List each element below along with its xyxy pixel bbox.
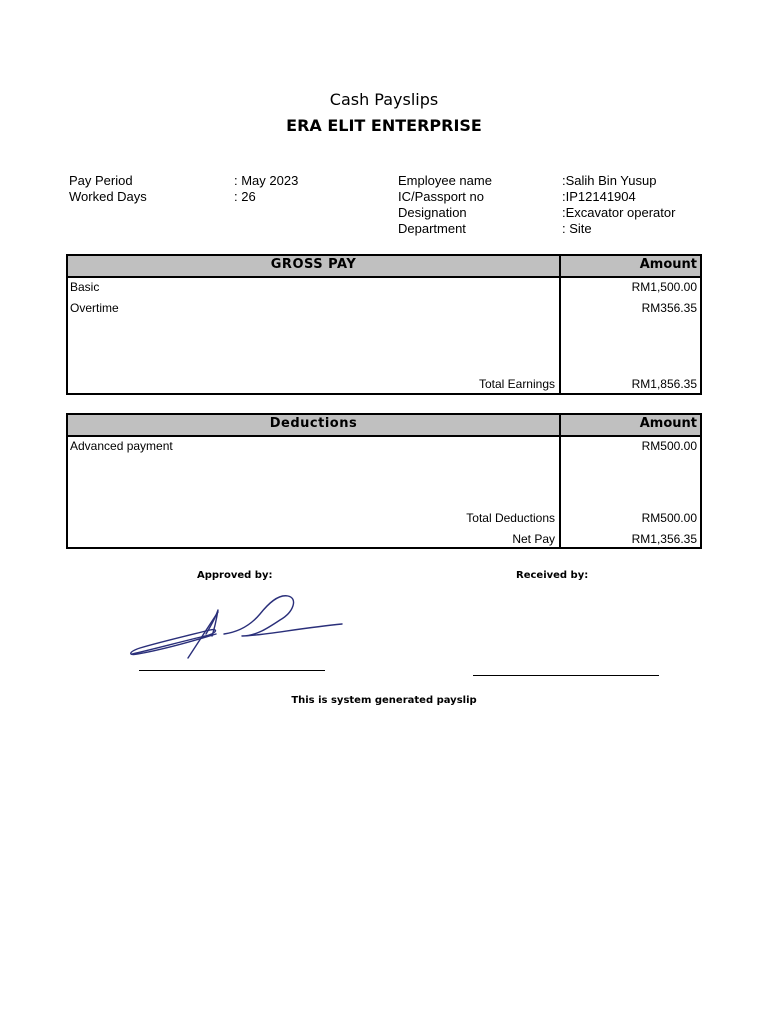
approver-signature bbox=[120, 588, 350, 668]
department-label: Department bbox=[398, 221, 466, 236]
department-value: : Site bbox=[562, 221, 592, 236]
gross-amount-header: Amount bbox=[639, 257, 697, 272]
ic-passport-value: :IP12141904 bbox=[562, 189, 636, 204]
system-generated-note: This is system generated payslip bbox=[291, 695, 477, 706]
company-name: ERA ELIT ENTERPRISE bbox=[286, 116, 482, 135]
net-pay-label: Net Pay bbox=[512, 532, 555, 546]
advanced-payment-label: Advanced payment bbox=[70, 439, 173, 453]
column-divider bbox=[559, 415, 561, 547]
overtime-label: Overtime bbox=[70, 301, 119, 315]
approved-by-label: Approved by: bbox=[197, 570, 273, 581]
gross-pay-header-row bbox=[68, 256, 700, 278]
gross-pay-table bbox=[66, 254, 702, 395]
payslip-title: Cash Payslips bbox=[329, 90, 439, 109]
worked-days-value: : 26 bbox=[234, 189, 256, 204]
total-deductions-amount: RM500.00 bbox=[641, 511, 697, 525]
deductions-amount-header: Amount bbox=[639, 416, 697, 431]
basic-amount: RM1,500.00 bbox=[631, 280, 697, 294]
worked-days-label: Worked Days bbox=[69, 189, 147, 204]
basic-label: Basic bbox=[70, 280, 100, 294]
designation-label: Designation bbox=[398, 205, 467, 220]
receiver-signature-line bbox=[473, 675, 659, 676]
deductions-header-row bbox=[68, 415, 700, 437]
employee-name-value: :Salih Bin Yusup bbox=[562, 173, 657, 188]
advanced-payment-amount: RM500.00 bbox=[641, 439, 697, 453]
column-divider bbox=[559, 256, 561, 393]
deductions-header: Deductions bbox=[269, 416, 358, 431]
overtime-amount: RM356.35 bbox=[641, 301, 697, 315]
pay-period-value: : May 2023 bbox=[234, 173, 299, 188]
employee-name-label: Employee name bbox=[398, 173, 492, 188]
deductions-table bbox=[66, 413, 702, 549]
pay-period-label: Pay Period bbox=[69, 173, 133, 188]
net-pay-amount: RM1,356.35 bbox=[631, 532, 697, 546]
total-deductions-label: Total Deductions bbox=[466, 511, 555, 525]
ic-passport-label: IC/Passport no bbox=[398, 189, 484, 204]
total-earnings-amount: RM1,856.35 bbox=[631, 377, 697, 391]
gross-pay-header: GROSS PAY bbox=[270, 257, 357, 272]
total-earnings-label: Total Earnings bbox=[478, 377, 555, 391]
designation-value: :Excavator operator bbox=[562, 205, 676, 220]
approver-signature-line bbox=[139, 670, 325, 671]
received-by-label: Received by: bbox=[516, 570, 589, 581]
